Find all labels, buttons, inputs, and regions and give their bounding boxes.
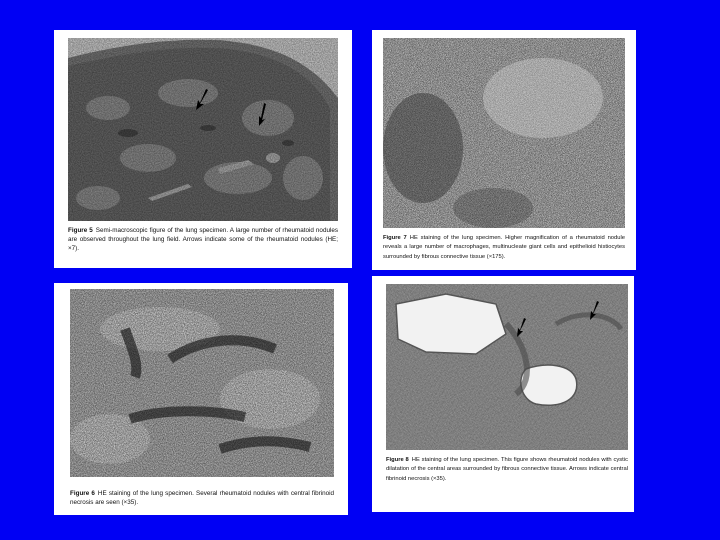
figure-label: Figure 6	[70, 490, 95, 497]
figure-label: Figure 7	[383, 235, 407, 241]
figure-5-micrograph	[68, 38, 338, 221]
figure-6-caption	[70, 489, 334, 507]
figure-5-caption	[68, 226, 338, 254]
figure-8-panel	[372, 276, 634, 512]
caption-text: Semi-macroscopic figure of the lung specimen. A large number of rheumatoid nodules are observed throughout the lung field. Arrows indicate some of the rheumatoid nodules (HE; ×7).	[68, 227, 338, 253]
figure-label: Figure 5	[68, 227, 93, 234]
figure-6-micrograph	[70, 289, 334, 477]
figure-6-panel	[54, 283, 348, 515]
figure-7-panel	[372, 30, 636, 270]
caption-text: HE staining of the lung specimen. Higher magnification of a rheumatoid nodule reveals a large number of macrophages, multinucleate giant cells and epithelioid histiocytes surrounded by fibrous connective tissue (×175).	[383, 235, 625, 260]
figure-8-micrograph	[386, 284, 628, 450]
caption-text: HE staining of the lung specimen. Several rheumatoid nodules with central fibrinoid necrosis are seen (×35).	[70, 490, 334, 507]
figure-5-panel	[54, 30, 352, 268]
figure-label: Figure 8	[386, 457, 409, 463]
figure-7-micrograph	[383, 38, 625, 228]
figure-7-caption	[383, 234, 625, 262]
figure-8-caption	[386, 456, 628, 484]
caption-text: HE staining of the lung specimen. This figure shows rheumatoid nodules with cystic dilatation of the central areas surrounded by fibrous connective tissue. Arrows indicate central fibrinoid necrosis (×35).	[386, 457, 628, 482]
